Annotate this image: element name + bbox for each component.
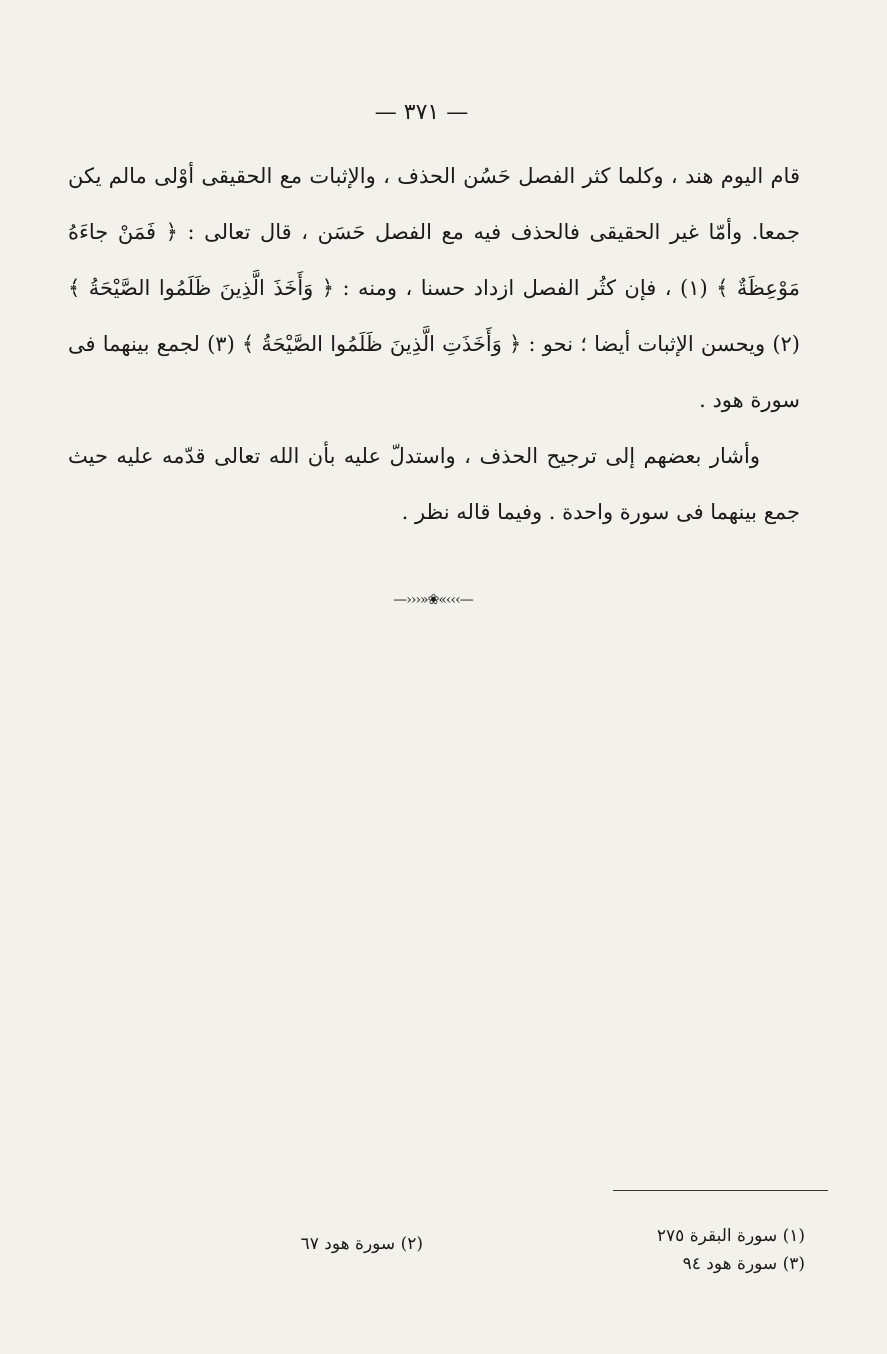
footnote-2: (٢) سورة هود ٦٧ (300, 1234, 423, 1254)
body-text (68, 148, 800, 540)
footnote-1: (١) سورة البقرة ٢٧٥ (656, 1226, 805, 1246)
paragraph: وأشار بعضهم إلى ترجيح الحذف ، واستدلّ عليه بأن الله تعالى قدّمه عليه حيث جمع بينهما فى سورة واحدة . وفيما قاله نظر . (68, 444, 800, 524)
footnote-divider (613, 1190, 828, 1191)
page-number: — ٣٧١ — (374, 100, 469, 125)
section-end-ornament: —›››»❀«‹‹‹— (393, 592, 473, 608)
paragraph: قام اليوم هند ، وكلما كثر الفصل حَسُن الحذف ، والإثبات مع الحقيقى أوْلى مالم يكن جمعا. وأمّا غير الحقيقى فالحذف فيه مع الفصل حَسَن ، قال تعالى : ﴿ فَمَنْ جاءَهُ مَوْعِظَةٌ ﴾ (١) ، فإن كثُر الفصل ازداد حسنا ، ومنه : ﴿ وَأَخَذَ الَّذِينَ ظَلَمُوا الصَّيْحَةُ ﴾ (٢) ويحسن الإثبات أيضا ؛ نحو : ﴿ وَأَخَذَتِ الَّذِينَ ظَلَمُوا الصَّيْحَةُ ﴾ (٣) لجمع بينهما فى سورة هود . (68, 164, 800, 412)
footnote-3: (٣) سورة هود ٩٤ (682, 1254, 805, 1274)
